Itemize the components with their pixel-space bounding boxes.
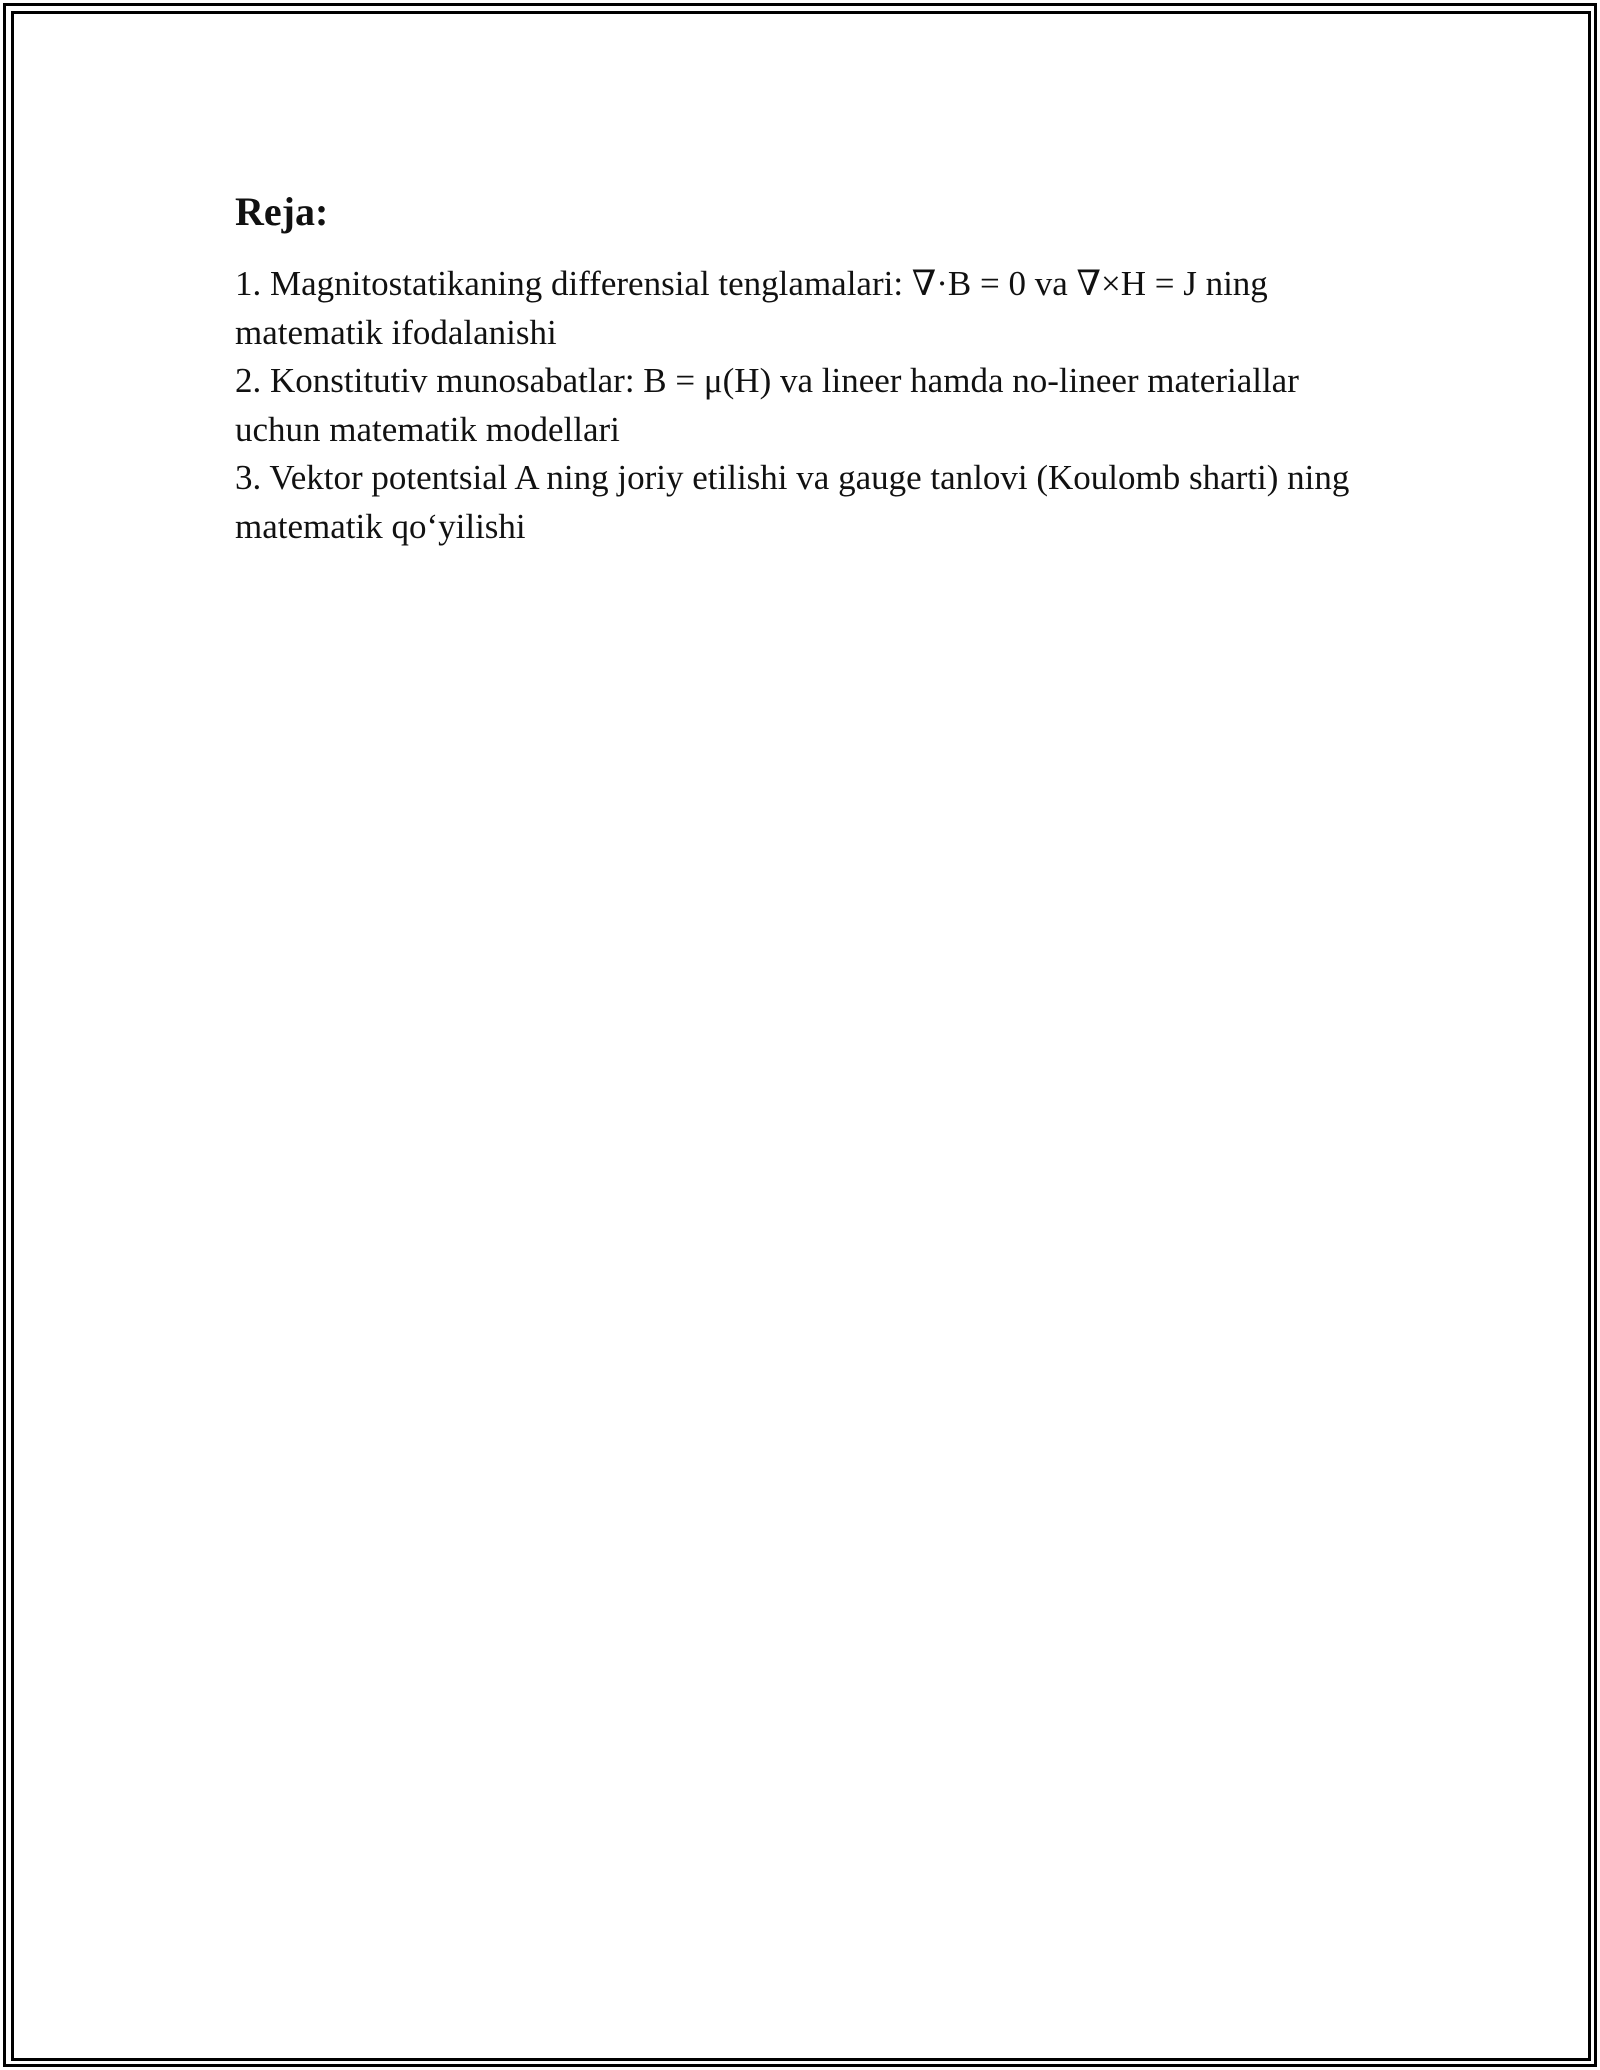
plan-heading: Reja: <box>235 189 329 234</box>
plan-item-1: 1. Magnitostatikaning differensial tenglamalari: ∇·B = 0 va ∇×H = J ning matematik ifodalanishi <box>235 264 1268 352</box>
page-content <box>235 186 1375 551</box>
plan-item-2: 2. Konstitutiv munosabatlar: B = μ(H) va lineer hamda no-lineer materiallar uchun matematik modellari <box>235 361 1299 449</box>
plan-item-3: 3. Vektor potentsial A ning joriy etilishi va gauge tanlovi (Koulomb sharti) ning matematik qo‘yilishi <box>235 458 1350 546</box>
plan-list <box>235 260 1375 551</box>
